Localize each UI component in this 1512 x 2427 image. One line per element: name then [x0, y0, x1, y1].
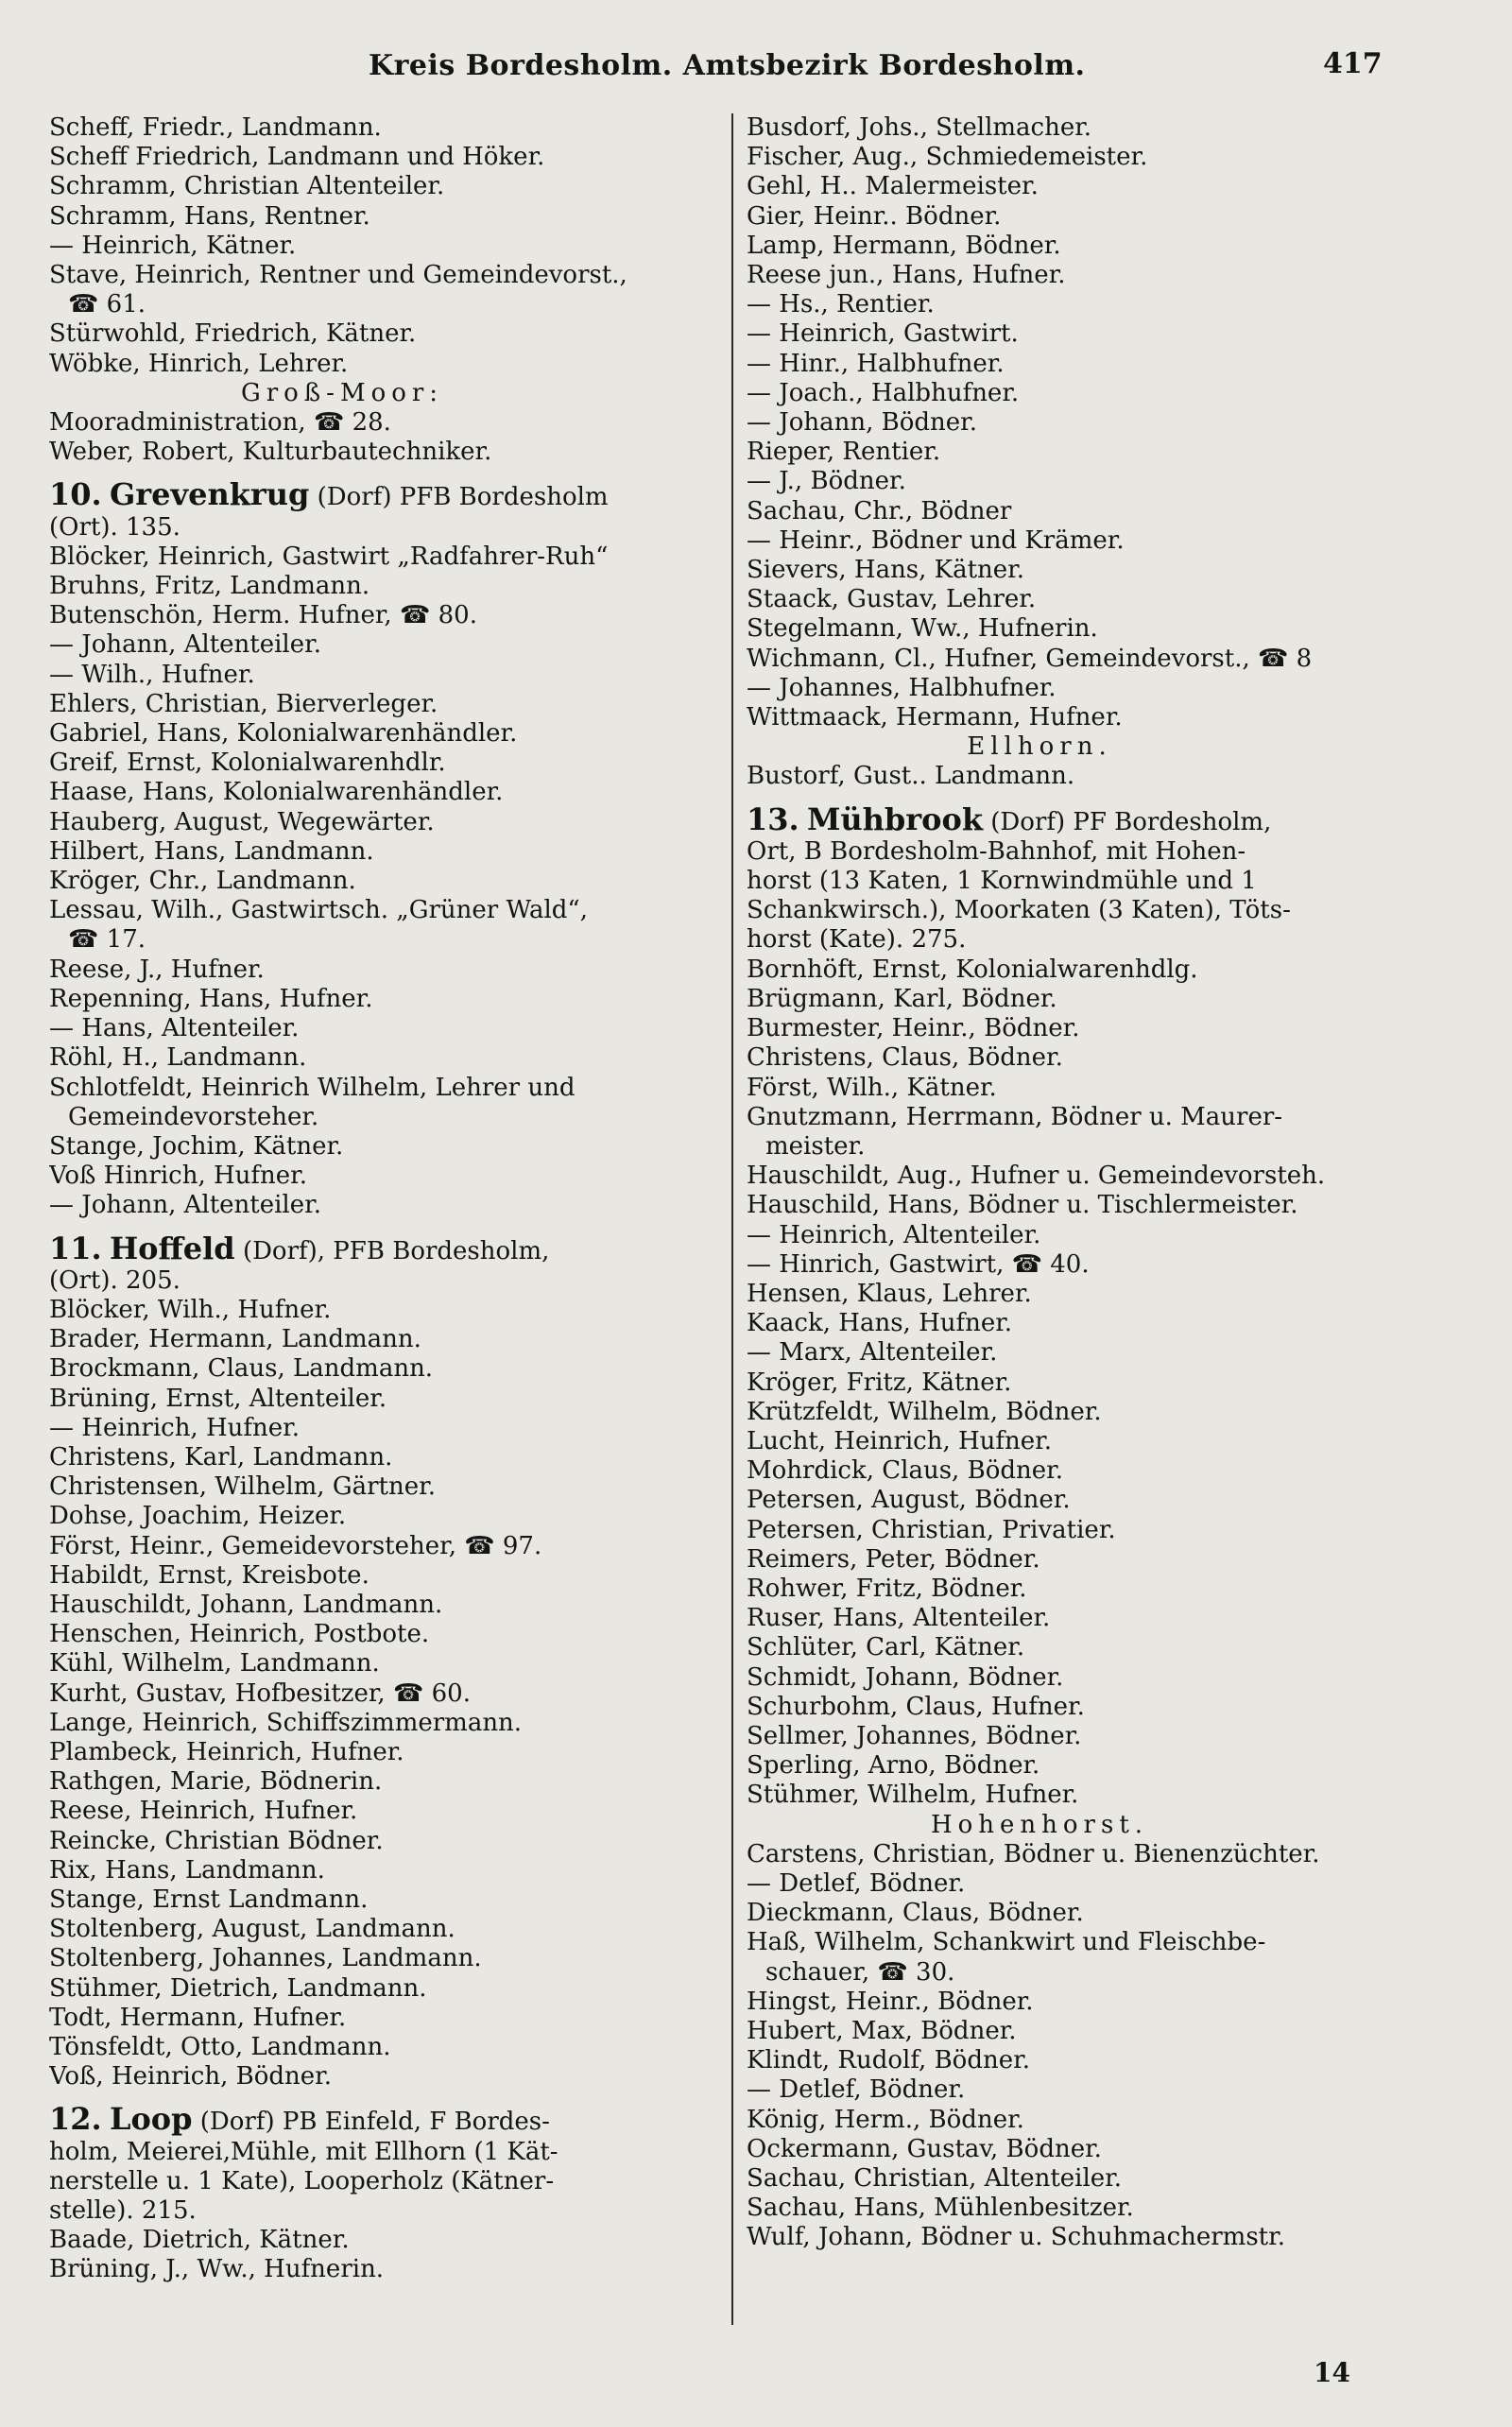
directory-entry: Stühmer, Dietrich, Landmann.: [49, 1973, 427, 2003]
directory-entry: Wöbke, Hinrich, Lehrer.: [49, 349, 349, 378]
directory-entry: Fischer, Aug., Schmiedemeister.: [747, 143, 1148, 172]
directory-entry: Stühmer, Wilhelm, Hufner.: [747, 1781, 1079, 1810]
directory-entry: Petersen, August, Bödner.: [747, 1486, 1071, 1515]
directory-entry: — Heinrich, Gastwirt.: [747, 319, 1019, 349]
directory-entry: Stoltenberg, August, Landmann.: [49, 1915, 455, 1944]
section-number: 10.: [49, 480, 102, 513]
directory-entry: — Johann, Altenteiler.: [49, 630, 321, 660]
section-heading: [49, 1234, 711, 1266]
directory-entry: Gabriel, Hans, Kolonialwarenhändler.: [49, 719, 518, 749]
directory-entry: Rix, Hans, Landmann.: [49, 1855, 325, 1885]
directory-entry: Plambeck, Heinrich, Hufner.: [49, 1737, 404, 1766]
directory-entry: Hingst, Heinr., Bödner.: [747, 1987, 1034, 2016]
directory-entry: Kröger, Chr., Landmann.: [49, 867, 356, 896]
directory-entry: Klindt, Rudolf, Bödner.: [747, 2046, 1030, 2075]
directory-entry: Kröger, Fritz, Kätner.: [747, 1368, 1012, 1397]
directory-entry: Gehl, H.. Malermeister.: [747, 172, 1039, 201]
directory-entry: Christens, Karl, Landmann.: [49, 1442, 393, 1472]
directory-entry: Stoltenberg, Johannes, Landmann.: [49, 1944, 482, 1973]
directory-entry: — Detlef, Bödner.: [747, 1868, 966, 1898]
section-details: (Dorf), PFB Bordesholm,: [242, 1236, 550, 1265]
directory-entry: Hauschildt, Aug., Hufner u. Gemeindevorsteh.: [747, 1162, 1326, 1191]
directory-entry: Brügmann, Karl, Bödner.: [747, 984, 1057, 1013]
directory-entry: Röhl, H., Landmann.: [49, 1043, 307, 1073]
directory-entry: Reincke, Christian Bödner.: [49, 1826, 384, 1855]
directory-entry: Reese, Heinrich, Hufner.: [49, 1797, 358, 1826]
directory-entry: Voß, Heinrich, Bödner.: [49, 2062, 333, 2091]
directory-entry: Stange, Ernst Landmann.: [49, 1885, 369, 1914]
directory-entry: Busdorf, Johs., Stellmacher.: [747, 113, 1092, 142]
directory-entry: Brockmann, Claus, Landmann.: [49, 1354, 434, 1384]
directory-entry: Sperling, Arno, Bödner.: [747, 1751, 1040, 1781]
directory-entry: Reimers, Peter, Bödner.: [747, 1544, 1040, 1574]
directory-entry: Hensen, Klaus, Lehrer.: [747, 1279, 1032, 1308]
directory-entry: Mooradministration, ☎ 28.: [49, 408, 391, 438]
directory-entry: — Johann, Altenteiler.: [49, 1191, 321, 1220]
directory-entry: — Heinrich, Altenteiler.: [747, 1220, 1041, 1249]
directory-entry: Stange, Jochim, Kätner.: [49, 1131, 344, 1161]
directory-entry: Kaack, Hans, Hufner.: [747, 1309, 1013, 1338]
section-village-name: Mühbrook: [806, 804, 983, 837]
directory-entry: — Joach., Halbhufner.: [747, 378, 1020, 407]
directory-entry: Schlüter, Carl, Kätner.: [747, 1633, 1025, 1662]
section-heading: [49, 2105, 711, 2137]
directory-entry: Haase, Hans, Kolonialwarenhändler.: [49, 778, 504, 807]
directory-entry: — Hinrich, Gastwirt, ☎ 40.: [747, 1249, 1090, 1279]
page-number: 417: [1323, 47, 1383, 80]
directory-entry: Tönsfeldt, Otto, Landmann.: [49, 2033, 391, 2061]
directory-entry: Brader, Hermann, Landmann.: [49, 1325, 421, 1354]
directory-entry: Staack, Gustav, Lehrer.: [747, 585, 1037, 614]
directory-entry: Haß, Wilhelm, Schankwirt und Fleischbe-: [747, 1928, 1266, 1957]
section-number: 12.: [49, 2105, 102, 2138]
directory-entry: Hubert, Max, Bödner.: [747, 2017, 1017, 2045]
directory-entry: (Ort). 135.: [49, 512, 180, 542]
directory-entry: Lucht, Heinrich, Hufner.: [747, 1426, 1053, 1455]
section-details: (Dorf) PF Bordesholm,: [990, 807, 1272, 836]
directory-entry: Ehlers, Christian, Bierverleger.: [49, 689, 438, 718]
directory-entry: — J., Bödner.: [747, 467, 906, 496]
directory-entry: Lange, Heinrich, Schiffszimmermann.: [49, 1708, 523, 1737]
locality-heading: Groß-Moor:: [240, 378, 444, 407]
directory-entry: Weber, Robert, Kulturbautechniker.: [49, 438, 492, 467]
directory-entry: Brüning, J., Ww., Hufnerin.: [49, 2255, 385, 2284]
directory-entry: Dieckmann, Claus, Bödner.: [747, 1899, 1084, 1928]
directory-entry: Ort, B Bordesholm-Bahnhof, mit Hohen-: [747, 836, 1246, 866]
directory-entry: Stave, Heinrich, Rentner und Gemeindevorst.,: [49, 261, 627, 290]
column-divider: [731, 113, 733, 2325]
directory-entry: Scheff, Friedr., Landmann.: [49, 113, 382, 142]
directory-entry: Henschen, Heinrich, Postbote.: [49, 1620, 430, 1649]
directory-entry: Butenschön, Herm. Hufner, ☎ 80.: [49, 601, 477, 630]
locality-heading: Ellhorn.: [967, 732, 1112, 762]
directory-entry: Först, Heinr., Gemeidevorsteher, ☎ 97.: [49, 1531, 542, 1560]
directory-entry: Rathgen, Marie, Bödnerin.: [49, 1767, 383, 1797]
directory-entry: Mohrdick, Claus, Bödner.: [747, 1456, 1063, 1486]
directory-entry: Schurbohm, Claus, Hufner.: [747, 1692, 1085, 1721]
directory-entry: Hauschild, Hans, Bödner u. Tischlermeister.: [747, 1191, 1298, 1220]
directory-entry: Rohwer, Fritz, Bödner.: [747, 1574, 1027, 1603]
directory-entry: Reese, J., Hufner.: [49, 955, 265, 984]
directory-entry: meister.: [765, 1131, 866, 1161]
directory-entry: — Heinrich, Hufner.: [49, 1413, 300, 1442]
directory-entry: König, Herm., Bödner.: [747, 2105, 1024, 2134]
directory-entry: Gier, Heinr.. Bödner.: [747, 201, 1002, 231]
section-village-name: Loop: [109, 2105, 193, 2138]
directory-entry: Bruhns, Fritz, Landmann.: [49, 572, 370, 601]
signature-mark: 14: [1314, 2357, 1350, 2388]
directory-entry: Lamp, Hermann, Bödner.: [747, 231, 1061, 260]
directory-entry: nerstelle u. 1 Kate), Looperholz (Kätner-: [49, 2166, 555, 2195]
directory-entry: Christens, Claus, Bödner.: [747, 1043, 1063, 1073]
directory-entry: — Heinr., Bödner und Krämer.: [747, 525, 1125, 555]
directory-entry: Wichmann, Cl., Hufner, Gemeindevorst., ☎ 8: [747, 644, 1313, 673]
directory-entry: Greif, Ernst, Kolonialwarenhdlr.: [49, 749, 446, 778]
page-header: [0, 42, 1512, 98]
directory-entry: — Johann, Bödner.: [747, 408, 977, 438]
directory-entry: Schramm, Christian Altenteiler.: [49, 172, 445, 201]
directory-entry: Hauschildt, Johann, Landmann.: [49, 1590, 443, 1619]
directory-entry: Sellmer, Johannes, Bödner.: [747, 1721, 1082, 1750]
directory-entry: Schmidt, Johann, Bödner.: [747, 1662, 1064, 1692]
directory-entry: Reese jun., Hans, Hufner.: [747, 261, 1066, 290]
directory-entry: Carstens, Christian, Bödner u. Bienenzüchter.: [747, 1839, 1320, 1868]
left-column: [49, 113, 711, 2285]
section-details: (Dorf) PFB Bordesholm: [317, 483, 609, 512]
directory-entry: Brüning, Ernst, Altenteiler.: [49, 1384, 387, 1413]
directory-entry: horst (13 Katen, 1 Kornwindmühle und 1: [747, 867, 1257, 896]
directory-entry: — Detlef, Bödner.: [747, 2075, 966, 2105]
directory-entry: Scheff Friedrich, Landmann und Höker.: [49, 143, 545, 172]
section-heading: [747, 805, 1408, 837]
directory-entry: — Hs., Rentier.: [747, 290, 935, 319]
directory-entry: Gemeindevorsteher.: [68, 1102, 319, 1131]
directory-entry: schauer, ☎ 30.: [765, 1957, 955, 1987]
directory-entry: Sachau, Chr., Bödner: [747, 496, 1012, 525]
section-heading: [49, 480, 711, 512]
directory-entry: Schlotfeldt, Heinrich Wilhelm, Lehrer und: [49, 1073, 576, 1102]
directory-entry: Stürwohld, Friedrich, Kätner.: [49, 319, 417, 349]
directory-entry: ☎ 61.: [68, 290, 146, 319]
directory-entry: Petersen, Christian, Privatier.: [747, 1515, 1116, 1544]
directory-entry: — Johannes, Halbhufner.: [747, 673, 1057, 702]
section-village-name: Grevenkrug: [109, 480, 310, 513]
directory-entry: Schankwirsch.), Moorkaten (3 Katen), Töts-: [747, 896, 1291, 925]
directory-entry: ☎ 17.: [68, 925, 146, 955]
directory-entry: Burmester, Heinr., Bödner.: [747, 1014, 1080, 1043]
directory-entry: Sievers, Hans, Kätner.: [747, 556, 1025, 585]
directory-entry: — Wilh., Hufner.: [49, 660, 255, 689]
directory-entry: Blöcker, Heinrich, Gastwirt „Radfahrer-Ruh“: [49, 542, 609, 571]
directory-entry: Repenning, Hans, Hufner.: [49, 984, 373, 1013]
directory-entry: Kühl, Wilhelm, Landmann.: [49, 1649, 380, 1678]
directory-entry: holm, Meierei,Mühle, mit Ellhorn (1 Kät-: [49, 2137, 558, 2166]
section-number: 11.: [49, 1233, 102, 1266]
directory-entry: — Marx, Altenteiler.: [747, 1338, 998, 1368]
directory-entry: Sachau, Hans, Mühlenbesitzer.: [747, 2194, 1134, 2223]
directory-entry: Krützfeldt, Wilhelm, Bödner.: [747, 1397, 1102, 1426]
directory-entry: Ockermann, Gustav, Bödner.: [747, 2134, 1102, 2163]
directory-entry: Sachau, Christian, Altenteiler.: [747, 2164, 1123, 2194]
directory-entry: Gnutzmann, Herrmann, Bödner u. Maurer-: [747, 1102, 1283, 1131]
directory-entry: Baade, Dietrich, Kätner.: [49, 2226, 350, 2255]
directory-entry: Ruser, Hans, Altenteiler.: [747, 1604, 1051, 1633]
directory-entry: Hilbert, Hans, Landmann.: [49, 836, 374, 866]
directory-entry: Rieper, Rentier.: [747, 438, 941, 467]
directory-entry: Dohse, Joachim, Heizer.: [49, 1502, 347, 1531]
directory-entry: Schramm, Hans, Rentner.: [49, 201, 370, 231]
directory-entry: Todt, Hermann, Hufner.: [49, 2003, 347, 2032]
directory-entry: — Heinrich, Kätner.: [49, 231, 297, 260]
directory-entry: horst (Kate). 275.: [747, 925, 967, 955]
section-details: (Dorf) PB Einfeld, F Bordes-: [199, 2108, 550, 2137]
directory-entry: Stegelmann, Ww., Hufnerin.: [747, 614, 1098, 644]
directory-entry: — Hinr., Halbhufner.: [747, 349, 1005, 378]
directory-entry: Christensen, Wilhelm, Gärtner.: [49, 1472, 436, 1502]
directory-entry: Voß Hinrich, Hufner.: [49, 1162, 307, 1191]
directory-entry: Bornhöft, Ernst, Kolonialwarenhdlg.: [747, 955, 1198, 984]
directory-entry: Wittmaack, Hermann, Hufner.: [747, 703, 1123, 732]
locality-heading: Hohenhorst.: [930, 1810, 1149, 1839]
directory-entry: — Hans, Altenteiler.: [49, 1014, 300, 1043]
directory-entry: Blöcker, Wilh., Hufner.: [49, 1295, 332, 1324]
directory-entry: Hauberg, August, Wegewärter.: [49, 807, 435, 836]
directory-entry: Wulf, Johann, Bödner u. Schuhmachermstr.: [747, 2223, 1285, 2252]
section-number: 13.: [747, 804, 799, 837]
directory-entry: stelle). 215.: [49, 2196, 197, 2226]
directory-entry: Kurht, Gustav, Hofbesitzer, ☎ 60.: [49, 1678, 471, 1708]
running-head: Kreis Bordesholm. Amtsbezirk Bordesholm.: [369, 49, 1086, 82]
directory-entry: Först, Wilh., Kätner.: [747, 1073, 997, 1102]
directory-entry: (Ort). 205.: [49, 1265, 180, 1295]
directory-entry: Lessau, Wilh., Gastwirtsch. „Grüner Wald“,: [49, 896, 588, 925]
section-village-name: Hoffeld: [109, 1233, 235, 1266]
right-column: [747, 113, 1408, 2253]
directory-entry: Habildt, Ernst, Kreisbote.: [49, 1560, 369, 1590]
directory-entry: Bustorf, Gust.. Landmann.: [747, 762, 1075, 791]
